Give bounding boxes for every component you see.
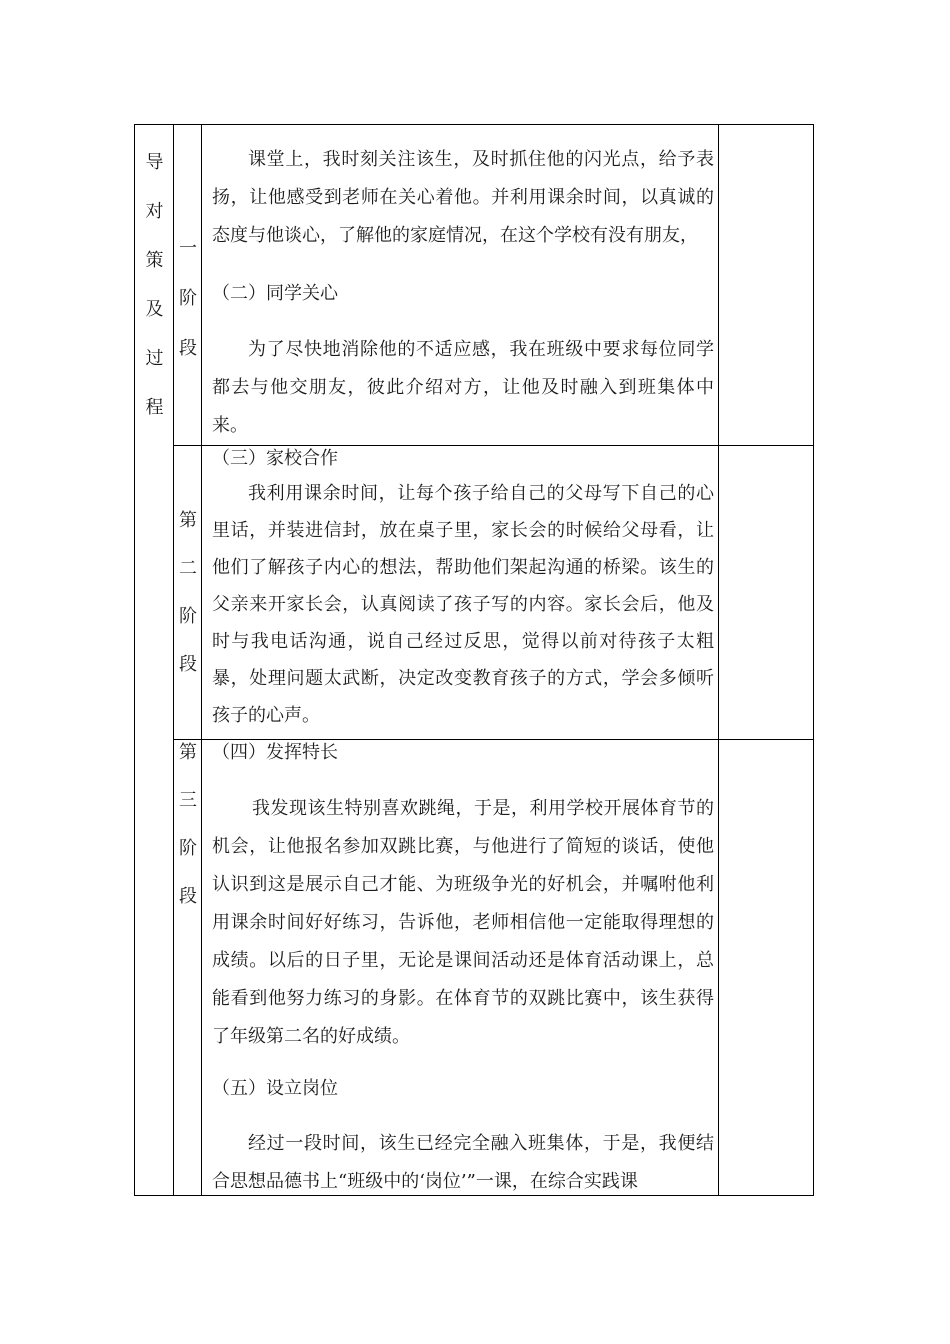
label-char: 程 xyxy=(145,397,164,418)
label-char: 阶 xyxy=(179,838,197,859)
stage-label-1 xyxy=(174,237,202,387)
label-char: 及 xyxy=(145,299,164,320)
label-char: 段 xyxy=(179,338,197,359)
label-char: 策 xyxy=(145,250,164,271)
label-char: 段 xyxy=(179,654,197,675)
label-char: 二 xyxy=(179,558,197,579)
label-char: 过 xyxy=(145,348,164,369)
stage-label-2 xyxy=(174,509,202,701)
heading-set-positions: （五）设立岗位 xyxy=(212,1078,338,1099)
label-char: 三 xyxy=(179,790,197,811)
table-col-divider xyxy=(718,125,719,1195)
strategy-table xyxy=(134,124,814,1196)
label-char: 导 xyxy=(145,152,164,173)
paragraph-strengths: 我发现该生特别喜欢跳绳，于是，利用学校开展体育节的机会，让他报名参加双跳比赛，与他进行了简短的谈话，使他认识到这是展示自己才能、为班级争光的好机会，并嘱咐他利用课余时间好好练习，告诉他，老师相信他一定能取得理想的成绩。以后的日子里，无论是课间活动还是体育活动课上，总能看到他努力练习的身影。在体育节的双跳比赛中，该生获得了年级第二名的好成绩。 xyxy=(212,798,714,1047)
label-char: 阶 xyxy=(179,606,197,627)
section-label-guidance xyxy=(135,151,174,445)
label-char: 第 xyxy=(179,742,197,763)
label-char: 对 xyxy=(145,201,164,222)
label-char: 段 xyxy=(179,886,197,907)
label-char: 第 xyxy=(179,510,197,531)
paragraph-classmate-care: 为了尽快地消除他的不适应感，我在班级中要求每位同学都去与他交朋友，彼此介绍对方，让他及时融入到班集体中来。 xyxy=(212,339,714,436)
paragraph-class-care: 课堂上，我时刻关注该生，及时抓住他的闪光点，给予表扬，让他感受到老师在关心着他。并利用课余时间，以真诚的态度与他谈心，了解他的家庭情况，在这个学校有没有朋友， xyxy=(212,149,714,246)
paragraph-home-school: 我利用课余时间，让每个孩子给自己的父母写下自己的心里话，并装进信封，放在桌子里，家长会的时候给父母看，让他们了解孩子内心的想法，帮助他们架起沟通的桥梁。该生的父亲来开家长会，认真阅读了孩子写的内容。家长会后，他及时与我电话沟通，说自己经过反思，觉得以前对待孩子太粗暴，处理问题太武断，决定改变教育孩子的方式，学会多倾听孩子的心声。 xyxy=(212,483,714,726)
stage-label-3 xyxy=(174,741,202,933)
label-char: 阶 xyxy=(179,288,197,309)
heading-strengths: （四）发挥特长 xyxy=(212,742,338,763)
heading-classmate-care: （二）同学关心 xyxy=(212,283,338,304)
paragraph-set-positions: 经过一段时间，该生已经完全融入班集体，于是，我便结合思想品德书上“班级中的‘岗位’”一课，在综合实践课 xyxy=(212,1133,714,1192)
table-row-divider xyxy=(173,445,813,446)
table-row-divider xyxy=(173,739,813,740)
label-char: 一 xyxy=(179,238,197,259)
heading-home-school: （三）家校合作 xyxy=(212,448,338,469)
